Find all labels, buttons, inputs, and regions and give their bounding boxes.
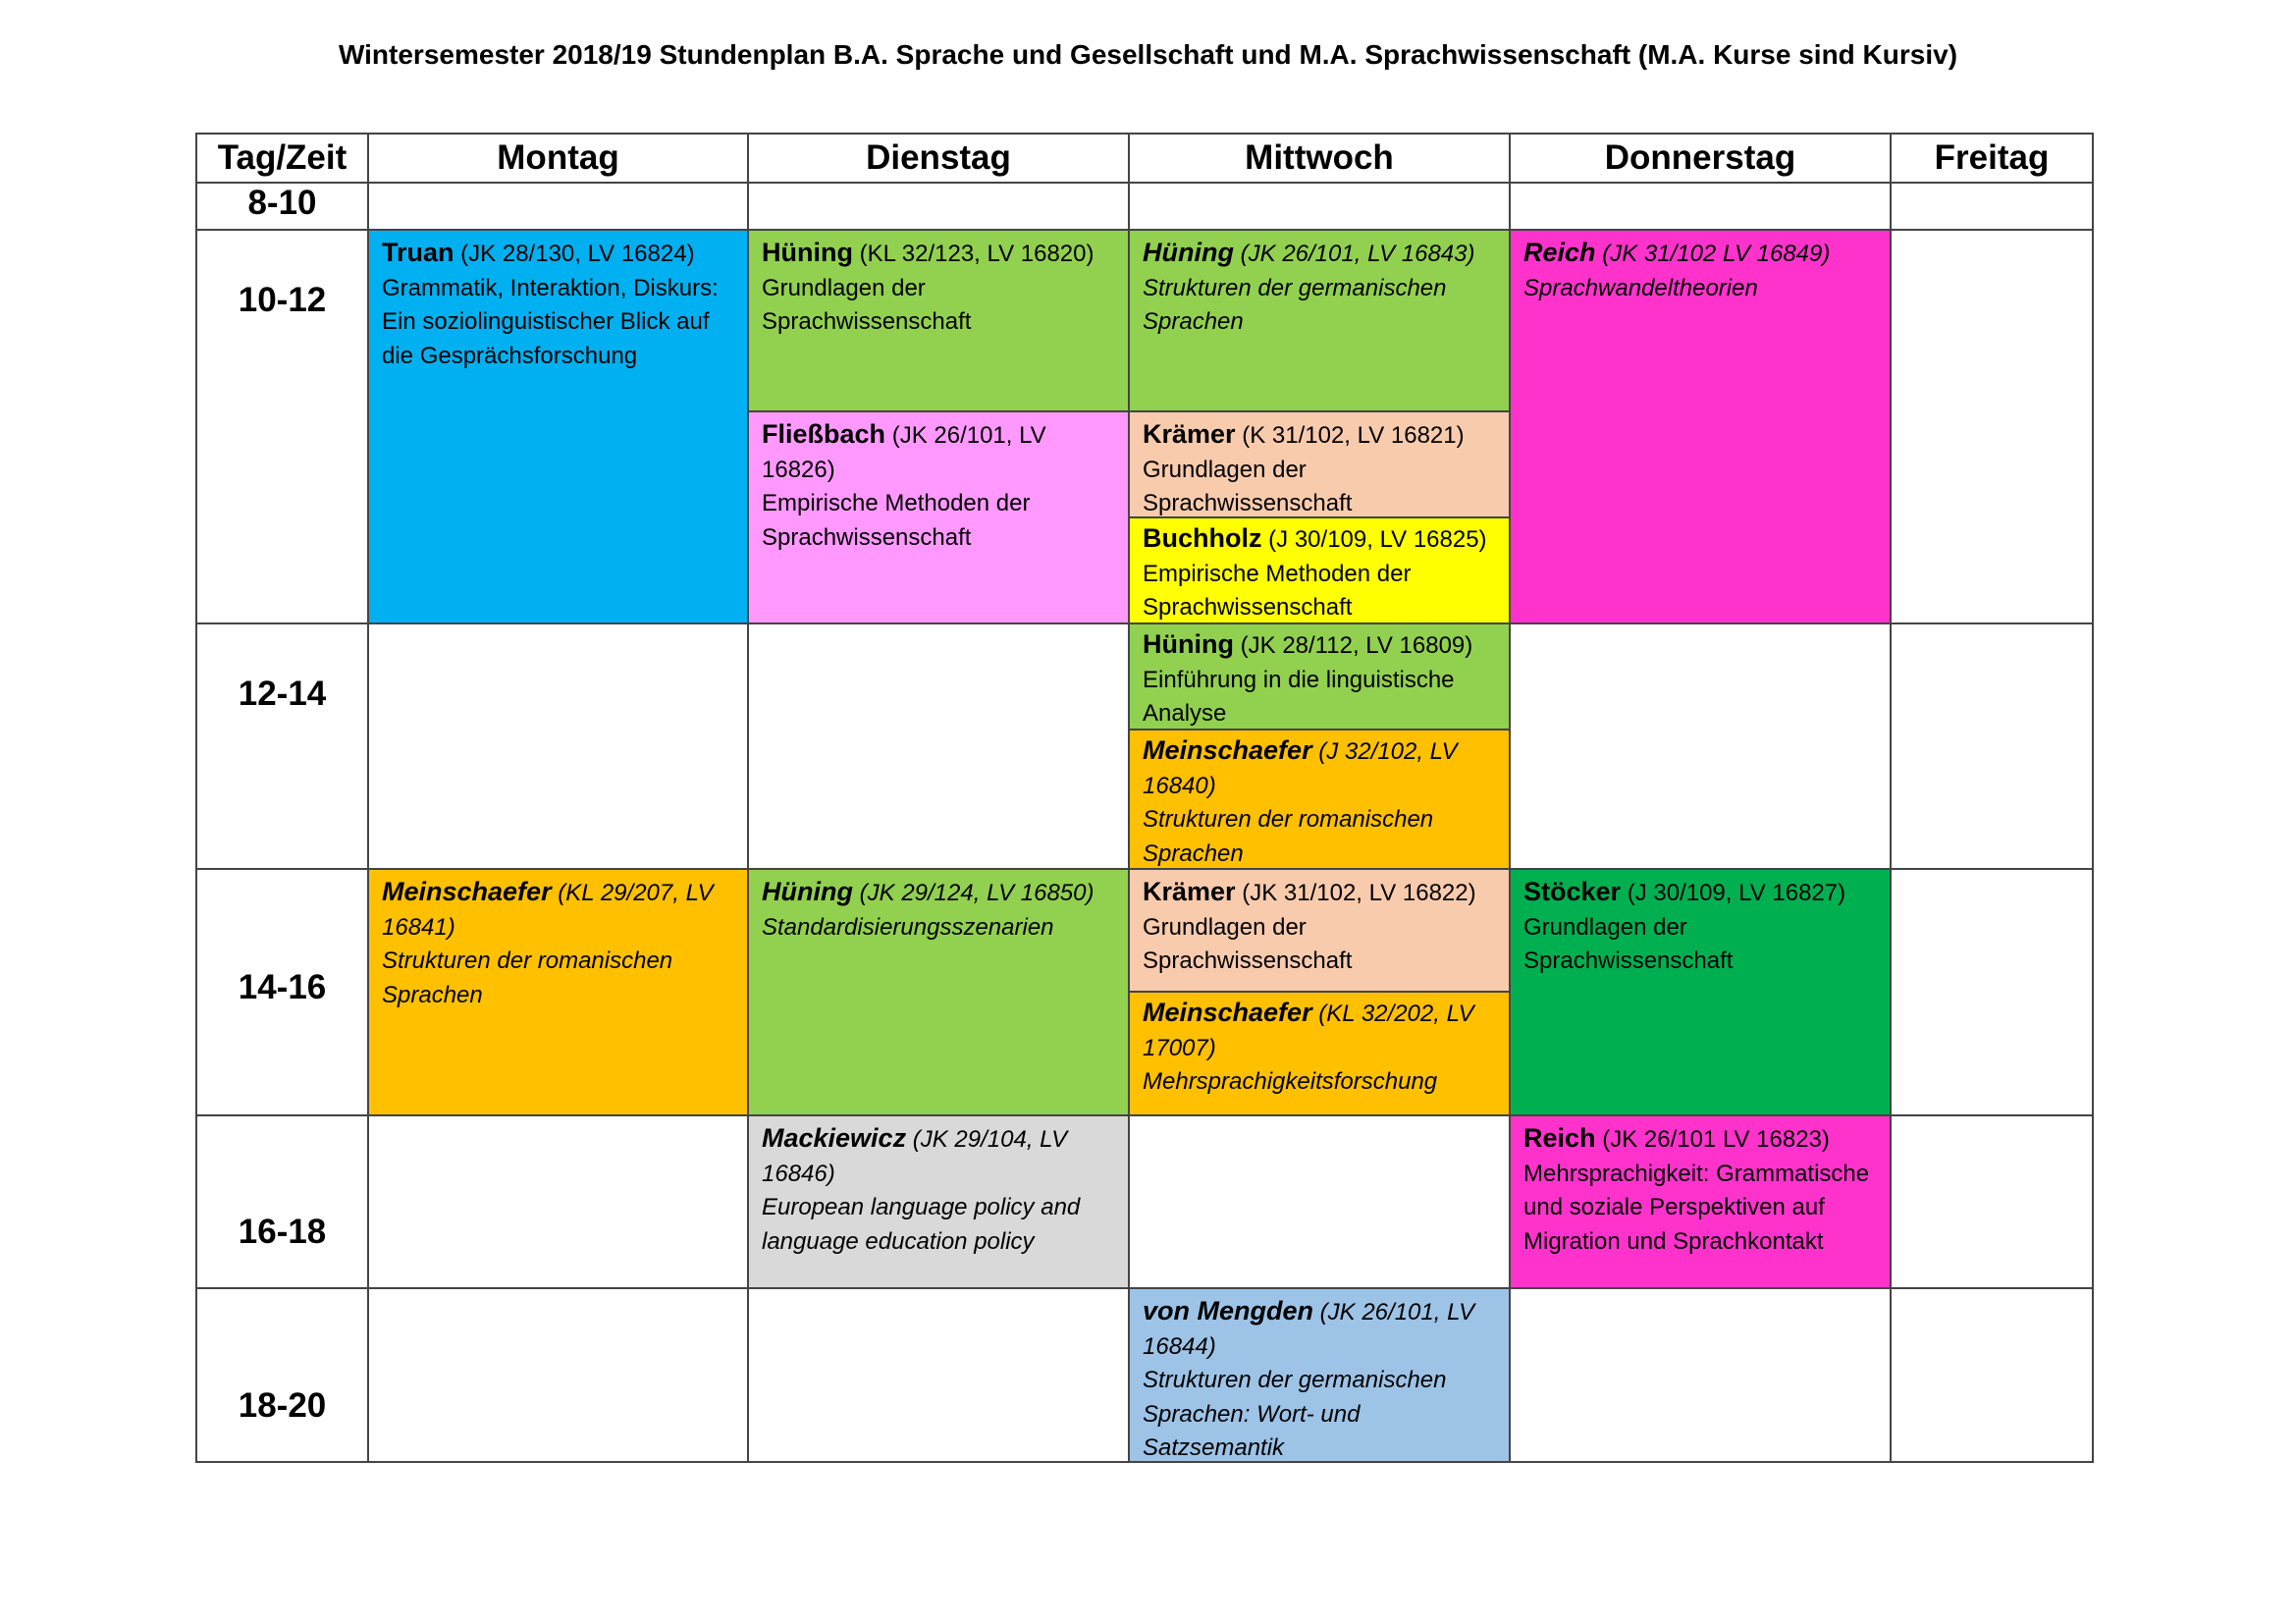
grid-line (1128, 991, 1511, 993)
grid-line (1509, 133, 1511, 1463)
grid-line (195, 182, 2094, 184)
time-slot-16-18: 16-18 (238, 1213, 327, 1251)
grid-line (1128, 729, 1511, 730)
grid-line (195, 133, 2094, 135)
grid-line (747, 133, 749, 1463)
header-freitag: Freitag (1934, 138, 2050, 177)
lecturer-name: Mackiewicz (762, 1123, 907, 1153)
header-donnerstag: Donnerstag (1604, 138, 1796, 177)
course-title: Strukturen der germanischen Sprachen: Wort- und Satzsemantik (1143, 1367, 1447, 1461)
grid-line (367, 133, 369, 1463)
course-title: Empirische Methoden der Sprachwissenschaft (762, 490, 1031, 551)
header-dienstag: Dienstag (866, 138, 1011, 177)
course-details: (JK 26/101 LV 16823) (1595, 1126, 1830, 1153)
course-title: Strukturen der germanischen Sprachen (1143, 274, 1447, 335)
lecturer-name: Stöcker (1523, 877, 1622, 906)
grid-line (195, 229, 2094, 231)
course-title: Grammatik, Interaktion, Diskurs: Ein soziolinguistischer Blick auf die Gesprächsforschung (382, 274, 719, 369)
course-title: European language policy and language education policy (762, 1194, 1081, 1255)
course-details: (J 30/109, LV 16825) (1261, 526, 1487, 553)
course-details: (KL 32/123, LV 16820) (852, 241, 1095, 267)
lecturer-name: Fließbach (762, 419, 886, 449)
time-slot-14-16: 14-16 (238, 968, 327, 1006)
lecturer-name: Meinschaefer (382, 877, 552, 906)
time-slot-8-10: 8-10 (247, 184, 317, 222)
grid-line (747, 410, 1511, 412)
course-details: (JK 28/112, LV 16809) (1233, 632, 1473, 659)
course-details: (JK 29/104, LV 16846) (762, 1126, 1068, 1187)
header-montag: Montag (497, 138, 619, 177)
course-title: Sprachwandeltheorien (1523, 274, 1758, 301)
time-slot-10-12: 10-12 (238, 281, 327, 319)
header-tag-zeit: Tag/Zeit (217, 138, 347, 177)
course-details: (KL 29/207, LV 16841) (382, 880, 714, 941)
course-title: Grundlagen der Sprachwissenschaft (1143, 456, 1353, 516)
course-title: Mehrsprachigkeitsforschung (1143, 1068, 1438, 1095)
course-title: Empirische Methoden der Sprachwissenschaft (1143, 560, 1412, 621)
grid-line (195, 868, 2094, 870)
course-details: (JK 28/130, LV 16824) (454, 241, 695, 267)
lecturer-name: Krämer (1143, 877, 1236, 906)
course-title: Grundlagen der Sprachwissenschaft (1523, 913, 1734, 974)
course-details: (JK 31/102 LV 16849) (1595, 241, 1831, 267)
course-details: (J 32/102, LV 16840) (1143, 738, 1458, 799)
lecturer-name: Hüning (1143, 629, 1234, 659)
course-title: Standardisierungsszenarien (762, 913, 1054, 941)
time-slot-18-20: 18-20 (238, 1386, 327, 1425)
lecturer-name: Meinschaefer (1143, 735, 1312, 765)
grid-line (195, 622, 2094, 624)
course-details: (JK 31/102, LV 16822) (1235, 880, 1476, 906)
lecturer-name: Reich (1523, 1123, 1596, 1153)
grid-line (1128, 516, 1511, 518)
lecturer-name: von Mengden (1143, 1296, 1313, 1325)
course-title: Grundlagen der Sprachwissenschaft (762, 274, 972, 335)
grid-line (195, 133, 197, 1463)
course-details: (JK 26/101, LV 16843) (1233, 241, 1475, 267)
grid-line (2092, 133, 2094, 1463)
course-details: (JK 26/101, LV 16826) (762, 422, 1046, 483)
grid-line (195, 1114, 2094, 1116)
lecturer-name: Truan (382, 238, 454, 267)
course-title: Strukturen der romanischen Sprachen (382, 947, 673, 1008)
grid-line (195, 1287, 2094, 1289)
course-details: (K 31/102, LV 16821) (1235, 422, 1465, 449)
lecturer-name: Hüning (762, 238, 853, 267)
course-title: Strukturen der romanischen Sprachen (1143, 806, 1434, 867)
lecturer-name: Hüning (1143, 238, 1234, 267)
page-title: Wintersemester 2018/19 Stundenplan B.A. Sprache und Gesellschaft und M.A. Sprachwissenschaft (M.A. Kurse sind Kursiv) (338, 39, 1958, 70)
course-details: (JK 26/101, LV 16844) (1143, 1299, 1475, 1360)
course-title: Einführung in die linguistische Analyse (1143, 666, 1455, 727)
lecturer-name: Buchholz (1143, 523, 1262, 553)
lecturer-name: Krämer (1143, 419, 1236, 449)
grid-line (1890, 133, 1892, 1463)
time-slot-12-14: 12-14 (238, 675, 327, 713)
course-details: (KL 32/202, LV 17007) (1143, 1001, 1474, 1061)
header-mittwoch: Mittwoch (1245, 138, 1394, 177)
course-details: (JK 29/124, LV 16850) (852, 880, 1095, 906)
lecturer-name: Meinschaefer (1143, 998, 1312, 1027)
course-details: (J 30/109, LV 16827) (1621, 880, 1846, 906)
lecturer-name: Reich (1523, 238, 1596, 267)
grid-line (195, 1461, 2094, 1463)
course-title: Mehrsprachigkeit: Grammatische und soziale Perspektiven auf Migration und Sprachkontakt (1523, 1160, 1870, 1255)
lecturer-name: Hüning (762, 877, 853, 906)
grid-line (1128, 133, 1130, 1463)
course-title: Grundlagen der Sprachwissenschaft (1143, 913, 1353, 974)
